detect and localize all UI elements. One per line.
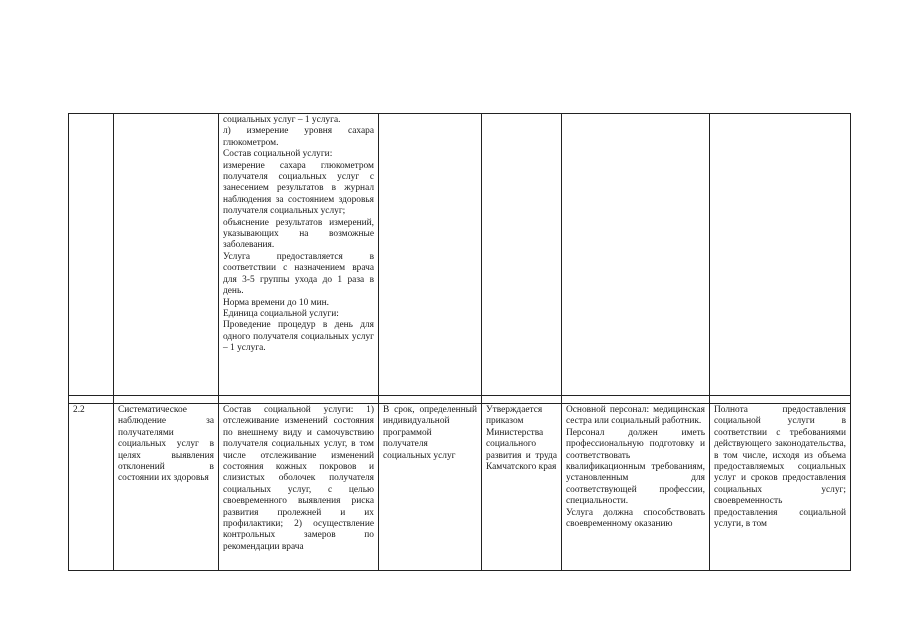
cell-conditions: Основной персонал: медицинская сестра или социальный работник. Персонал должен иметь профессиональную подготовку и соответствовать квалификационным требованиям, установленным для соответствующей профессии, специальности. Услуга должна способствовать своевременному оказанию	[562, 404, 710, 571]
cell-service-description: социальных услуг – 1 услуга. л) измерение уровня сахара глюкометром. Состав социальной услуги: измерение сахара глюкометром получателя социальных услуг с занесением результатов в журнал наблюдения за состоянием здоровья получателя социальных услуг; объяснение результатов измерений, указывающих на возможные заболевания. Услуга предоставляется в соответствии с назначением врача для 3-5 группы ухода до 1 раза в день. Норма времени до 10 мин. Единица социальной услуги: Проведение процедур в день для одного получателя социальных услуг – 1 услуга.	[219, 114, 379, 396]
cell-term: В срок, определенный индивидуальной программой получателя социальных услуг	[379, 404, 482, 571]
cell-service-name	[114, 114, 219, 396]
cell-number	[69, 114, 114, 396]
table-row	[69, 114, 851, 396]
cell-service-description: Состав социальной услуги: 1) отслеживание изменений состояния по внешнему виду и самочувствию получателя социальных услуг, в том числе отслеживание изменений состояния кожных покровов и слизистых оболочек получателя социальных услуг, с целью своевременного выявления риска развития пролежней и их профилактики; 2) осуществление контрольных замеров по рекомендации врача	[219, 404, 379, 571]
cell-quality	[710, 114, 851, 396]
services-table	[68, 113, 851, 571]
cell-term	[379, 114, 482, 396]
cell-rate: Утверждается приказом Министерства социального развития и труда Камчатского края	[482, 404, 562, 571]
cell-quality: Полнота предоставления социальной услуги в соответствии с требованиями действующего законодательства, в том числе, исходя из объема предоставляемых социальных услуг и сроков предоставления социальных услуг; своевременность предоставления социальной услуги, в том	[710, 404, 851, 571]
cell-service-name: Систематическое наблюдение за получателями социальных услуг в целях выявления отклонений в состоянии их здоровья	[114, 404, 219, 571]
table-row-spacer	[69, 396, 851, 404]
table-row	[69, 404, 851, 571]
cell-rate	[482, 114, 562, 396]
cell-number: 2.2	[69, 404, 114, 571]
cell-conditions	[562, 114, 710, 396]
